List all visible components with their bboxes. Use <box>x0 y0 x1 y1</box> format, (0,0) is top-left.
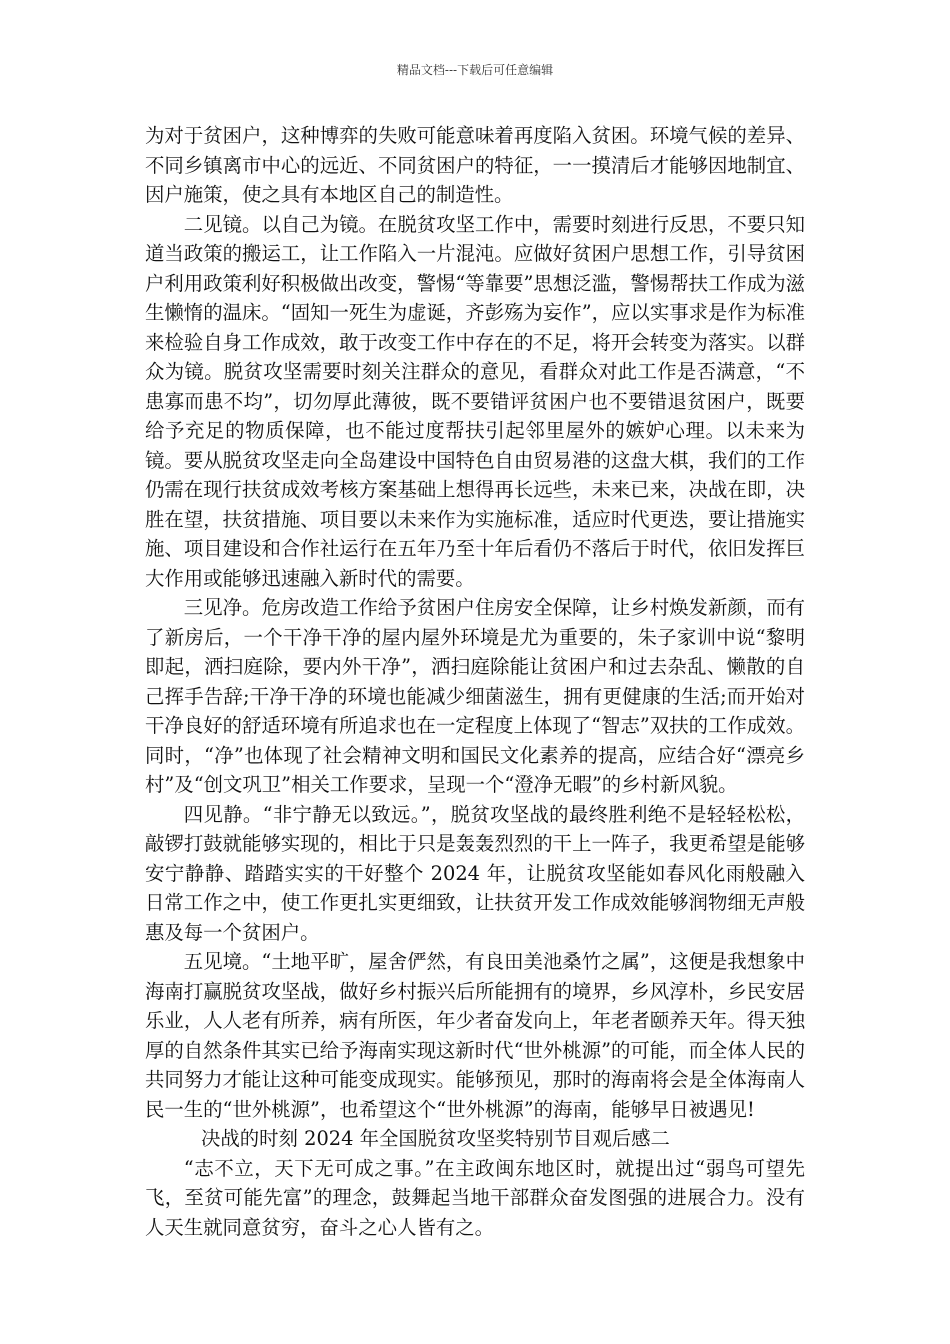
document-body <box>145 121 805 1242</box>
paragraph-continuation: 为对于贫困户，这种博弈的失败可能意味着再度陷入贫困。环境气候的差异、不同乡镇离市中心的远近、不同贫困户的特征，一一摸清后才能够因地制宜、因户施策，使之具有本地区自己的制造性。 <box>145 124 805 206</box>
paragraph-ambition: “志不立，天下无可成之事。”在主政闽东地区时，就提出过“弱鸟可望先飞，至贫可能先富”的理念，鼓舞起当地干部群众奋发图强的进展合力。没有人天生就同意贫穷，奋斗之心人皆有之。 <box>145 1156 805 1239</box>
paragraph-mirror: 二见镜。以自己为镜。在脱贫攻坚工作中，需要时刻进行反思，不要只知道当政策的搬运工，让工作陷入一片混沌。应做好贫困户思想工作，引导贫困户利用政策利好积极做出改变，警惕“等靠要”思想泛滥，警惕帮扶工作成为滋生懒惰的温床。“固知一死生为虚诞，齐彭殇为妄作”，应以实事求是作为标准来检验自身工作成效，敢于改变工作中存在的不足，将开会转变为落实。以群众为镜。脱贫攻坚需要时刻关注群众的意见，看群众对此工作是否满意，“不患寡而患不均”，切勿厚此薄彼，既不要错评贫困户也不要错退贫困户，既要给予充足的物质保障，也不能过度帮扶引起邻里屋外的嫉妒心理。以未来为镜。要从脱贫攻坚走向全岛建设中国特色自由贸易港的这盘大棋，我们的工作仍需在现行扶贫成效考核方案基础上想得再长远些，未来已来，决战在即，决胜在望，扶贫措施、项目要以未来作为实施标准，适应时代更迭，要让措施实施、项目建设和合作社运行在五年乃至十年后看仍不落后于时代，依旧发挥巨大作用或能够迅速融入新时代的需要。 <box>145 212 805 590</box>
paragraph-realm: 五见境。“土地平旷，屋舍俨然，有良田美池桑竹之属”，这便是我想象中海南打赢脱贫攻坚战，做好乡村振兴后所能拥有的境界，乡风淳朴，乡民安居乐业，人人老有所养，病有所医，年少者奋发向上，年老者颐养天年。得天独厚的自然条件其实已给予海南实现这新时代“世外桃源”的可能，而全体人民的共同努力才能让这种可能变成现实。能够预见，那时的海南将会是全体海南人民一生的“世外桃源”，也希望这个“世外桃源”的海南，能够早日被遇见! <box>145 950 805 1121</box>
page-header: 精品文档---下载后可任意编辑 <box>396 63 554 77</box>
section-title: 决战的时刻 2024 年全国脱贫攻坚奖特别节目观后感二 <box>201 1127 670 1150</box>
paragraph-quiet: 四见静。“非宁静无以致远。”，脱贫攻坚战的最终胜利绝不是轻轻松松，敲锣打鼓就能够实现的，相比于只是轰轰烈烈的干上一阵子，我更希望是能够安宁静静、踏踏实实的干好整个 2024 年，让脱贫攻坚能如春风化雨般融入日常工作之中，使工作更扎实更细致，让扶贫开发工作成效能够润物细无声般惠及每一个贫困户。 <box>145 802 805 944</box>
paragraph-clean: 三见净。危房改造工作给予贫困户住房安全保障，让乡村焕发新颜，而有了新房后，一个干净干净的屋内屋外环境是尤为重要的，朱子家训中说“黎明即起，洒扫庭除，要内外干净”，洒扫庭除能让贫困户和过去杂乱、懒散的自己挥手告辞;干净干净的环境也能减少细菌滋生，拥有更健康的生活;而开始对干净良好的舒适环境有所追求也在一定程度上体现了“智志”双扶的工作成效。同时，“净”也体现了社会精神文明和国民文化素养的提高，应结合好“漂亮乡村”及“创文巩卫”相关工作要求，呈现一个“澄净无暇”的乡村新风貌。 <box>145 596 805 796</box>
